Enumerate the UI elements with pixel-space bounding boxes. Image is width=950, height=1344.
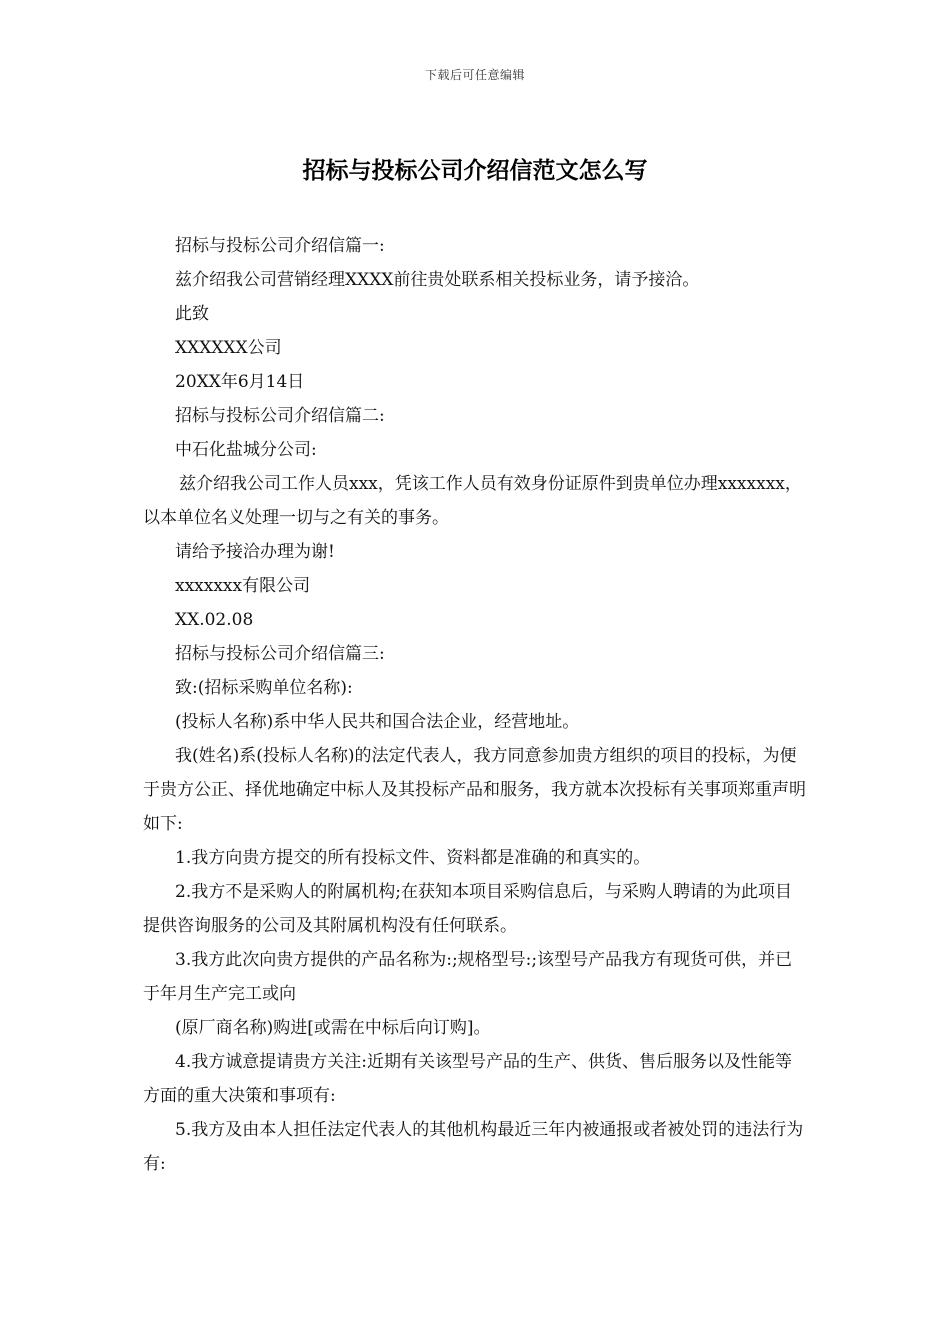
paragraph: 1.我方向贵方提交的所有投标文件、资料都是准确的和真实的。 [175,848,651,868]
paragraph: 4.我方诚意提请贵方关注:近期有关该型号产品的生产、供货、售后服务以及性能等方面的重大决策和事项有: [143,1052,792,1106]
paragraph: (投标人名称)系中华人民共和国合法企业，经营地址。 [175,712,580,732]
paragraph: 招标与投标公司介绍信篇三: [175,644,385,664]
paragraph: 兹介绍我公司工作人员xxx，凭该工作人员有效身份证原件到贵单位办理xxxxxxx，以本单位名义处理一切与之有关的事务。 [143,474,802,528]
paragraph: 2.我方不是采购人的附属机构;在获知本项目采购信息后，与采购人聘请的为此项目提供咨询服务的公司及其附属机构没有任何联系。 [143,882,792,936]
document-title: 招标与投标公司介绍信范文怎么写 [302,157,648,184]
paragraph: 3.我方此次向贵方提供的产品名称为:;规格型号:;该型号产品我方有现货可供，并已于年月生产完工或向 [143,950,793,1004]
paragraph: 招标与投标公司介绍信篇一: [175,236,385,256]
paragraph: 5.我方及由本人担任法定代表人的其他机构最近三年内被通报或者被处罚的违法行为有: [143,1120,804,1174]
paragraph: xxxxxxx有限公司 [175,576,311,596]
paragraph: 请给予接洽办理为谢! [175,542,335,562]
paragraph: 中石化盐城分公司: [175,440,317,460]
paragraph: XX.02.08 [175,610,254,630]
header-note: 下载后可任意编辑 [424,68,525,82]
paragraph: 致:(招标采购单位名称): [175,678,353,698]
paragraph: (原厂商名称)购进[或需在中标后向订购]。 [175,1018,491,1038]
paragraph: 此致 [175,304,209,324]
paragraph: 我(姓名)系(投标人名称)的法定代表人，我方同意参加贵方组织的项目的投标，为便于贵方公正、择优地确定中标人及其投标产品和服务，我方就本次投标有关事项郑重声明如下: [143,746,806,834]
paragraph: XXXXXX公司 [175,338,282,358]
document-body [143,229,807,1181]
paragraph: 20XX年6月14日 [175,372,305,392]
paragraph: 招标与投标公司介绍信篇二: [175,406,385,426]
paragraph: 兹介绍我公司营销经理XXXX前往贵处联系相关投标业务，请予接洽。 [175,270,700,290]
